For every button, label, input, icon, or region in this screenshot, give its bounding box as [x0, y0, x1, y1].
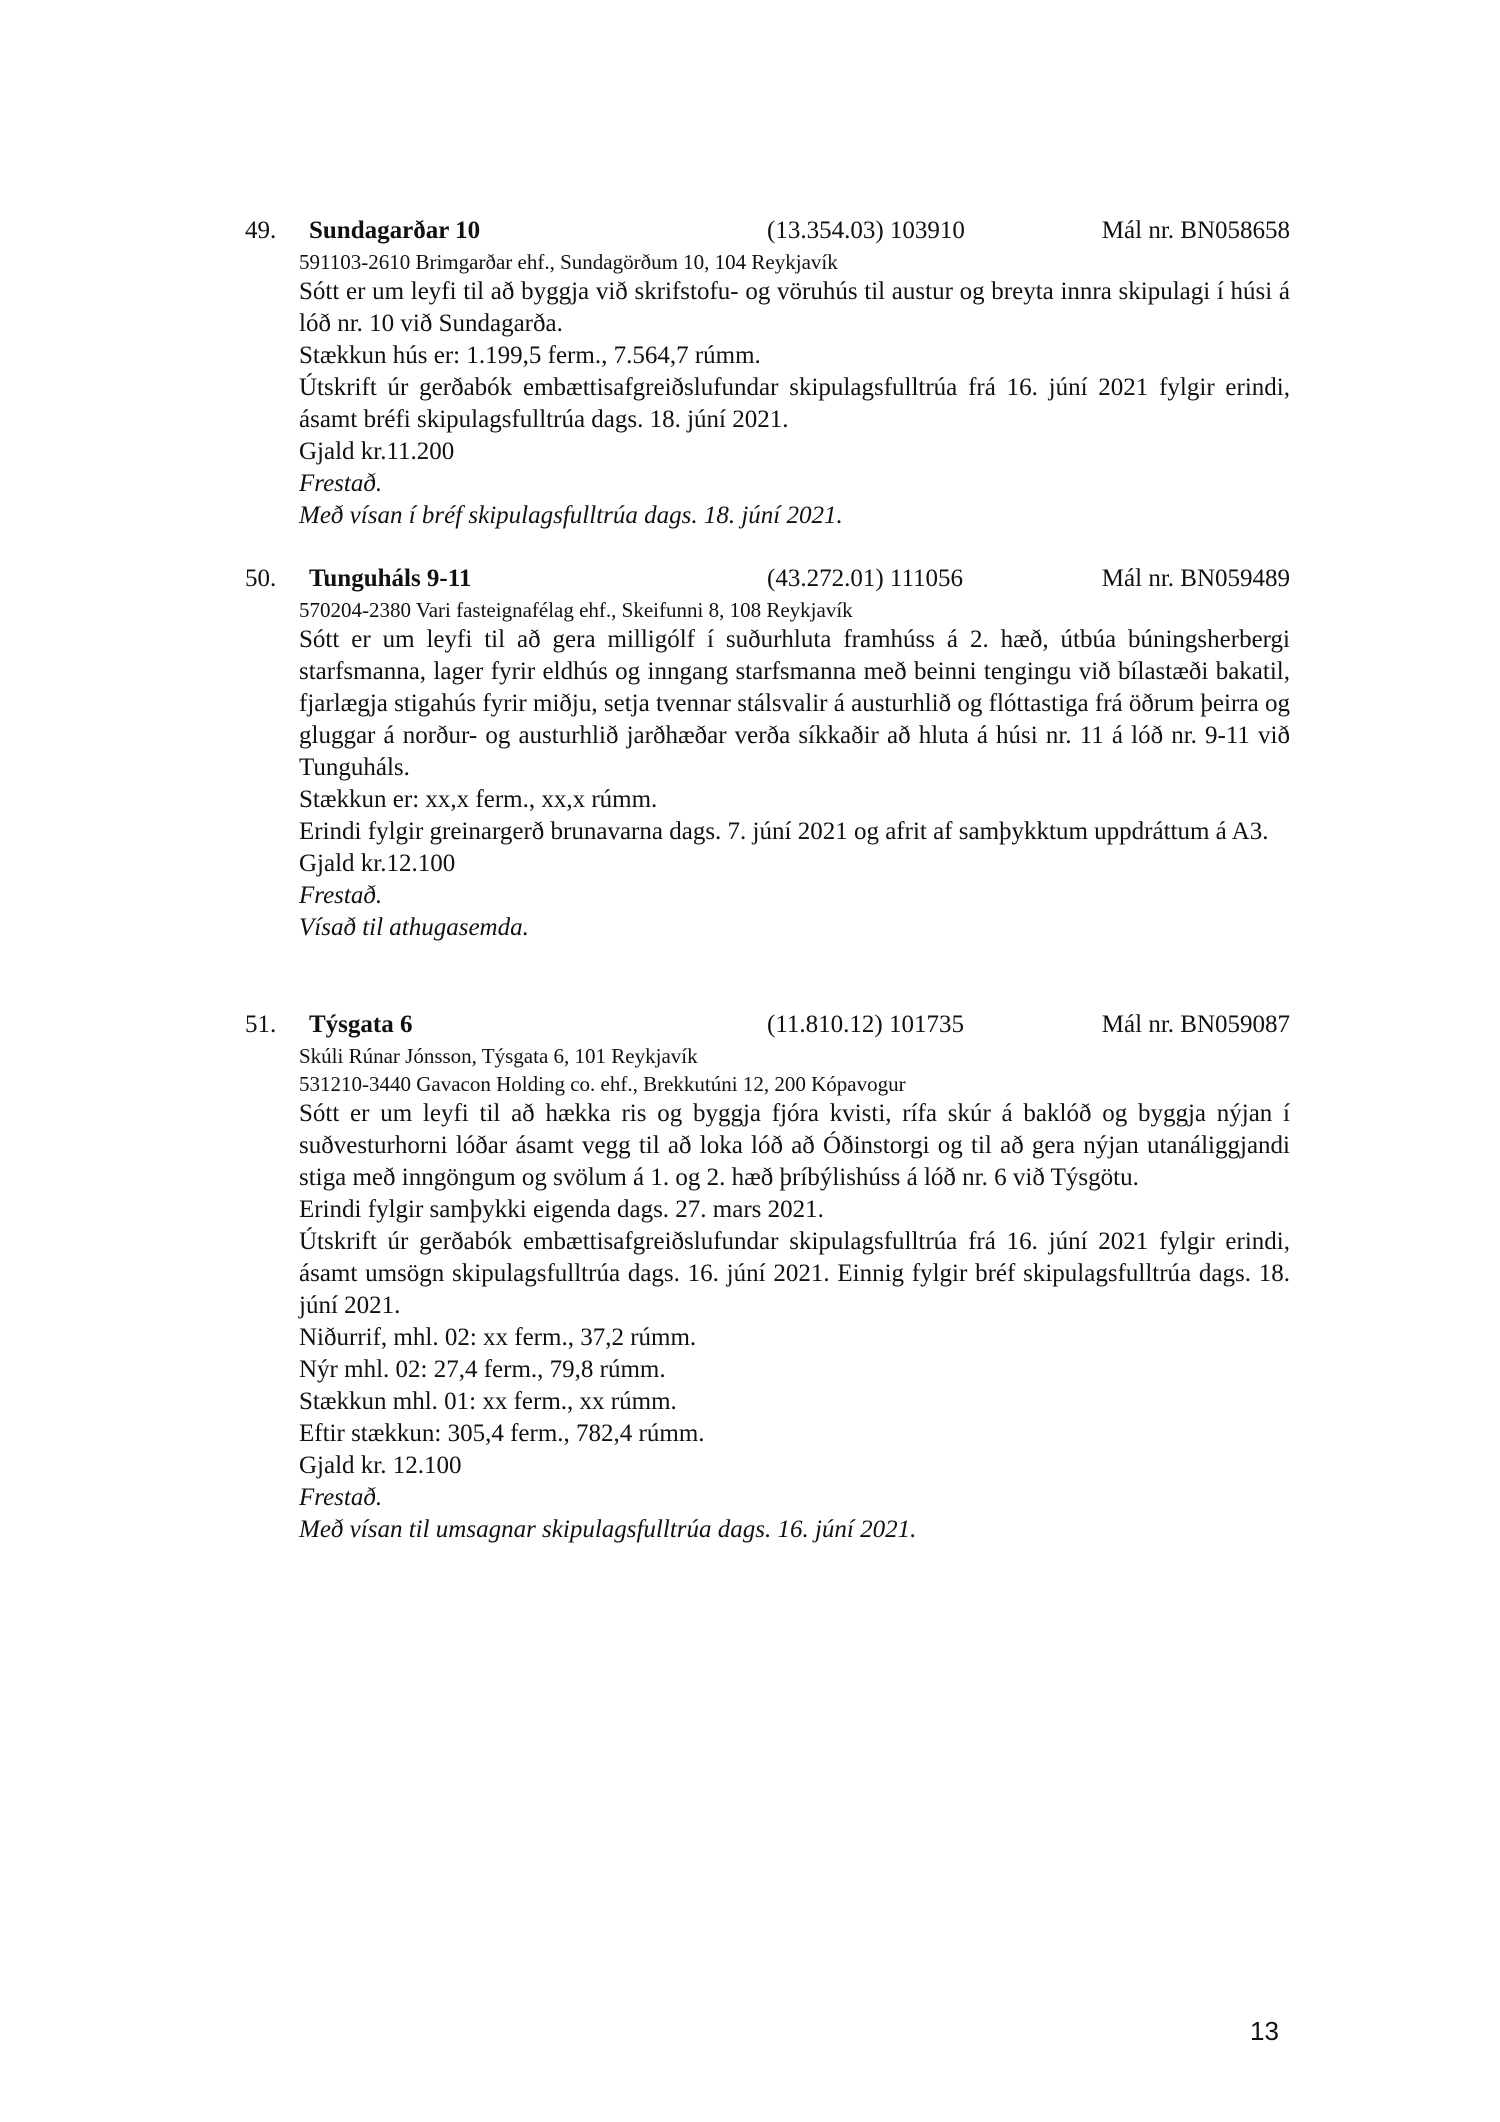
case-number: Mál nr. BN059087 — [1101, 1011, 1290, 1038]
property-reference: (11.810.12) 101735 — [767, 1011, 964, 1038]
item-number: 50. — [245, 565, 277, 592]
item-enlargement: Stækkun er: xx,x ferm., xx,x rúmm. — [299, 786, 658, 813]
item-new-building: Nýr mhl. 02: 27,4 ferm., 79,8 rúmm. — [299, 1356, 666, 1383]
item-enlargement: Stækkun hús er: 1.199,5 ferm., 7.564,7 rúmm. — [299, 342, 761, 369]
item-description: Sótt er um leyfi til að hækka ris og byggja fjóra kvisti, rífa skúr á baklóð og byggja nýjan í suðvesturhorni lóðar ásamt vegg til að loka lóð að Óðinstorgi og til að gera nýjan utanáliggjandi stiga með inngöngum og svölum á 1. og 2. hæð þríbýlishúss á lóð nr. 6 við Týsgötu. — [299, 1100, 1290, 1191]
item-decision: Frestað. — [299, 1484, 383, 1511]
item-number: 51. — [245, 1011, 277, 1038]
applicant: 591103-2610 Brimgarðar ehf., Sundagörðum 10, 104 Reykjavík — [299, 250, 838, 274]
item-fee: Gjald kr.11.200 — [299, 438, 455, 465]
item-attachment: Erindi fylgir greinargerð brunavarna dags. 7. júní 2021 og afrit af samþykktum uppdráttum á A3. — [299, 818, 1269, 845]
item-body — [299, 596, 1290, 944]
page-number: 13 — [1250, 2016, 1279, 2046]
applicant: 570204-2380 Vari fasteignafélag ehf., Skeifunni 8, 108 Reykjavík — [299, 598, 853, 622]
item-fee: Gjald kr. 12.100 — [299, 1452, 462, 1479]
item-title: Sundagarðar 10 — [309, 217, 481, 244]
item-number: 49. — [245, 217, 277, 244]
item-decision: Frestað. — [299, 882, 383, 909]
item-header — [245, 1008, 1290, 1042]
item-demolition: Niðurrif, mhl. 02: xx ferm., 37,2 rúmm. — [299, 1324, 697, 1351]
item-description: Sótt er um leyfi til að byggja við skrifstofu- og vöruhús til austur og breyta innra skipulagi í húsi á lóð nr. 10 við Sundagarða. — [299, 278, 1290, 337]
case-number: Mál nr. BN058658 — [1101, 217, 1290, 244]
item-attachment: Útskrift úr gerðabók embættisafgreiðslufundar skipulagsfulltrúa frá 16. júní 2021 fylgir erindi, ásamt umsögn skipulagsfulltrúa dags. 16. júní 2021. Einnig fylgir bréf skipulagsfulltrúa dags. 18. júní 2021. — [299, 1228, 1290, 1319]
item-attachment: Útskrift úr gerðabók embættisafgreiðslufundar skipulagsfulltrúa frá 16. júní 2021 fylgir erindi, ásamt bréfi skipulagsfulltrúa dags. 18. júní 2021. — [299, 374, 1290, 433]
item-header — [245, 214, 1290, 248]
item-note: Með vísan til umsagnar skipulagsfulltrúa dags. 16. júní 2021. — [299, 1516, 917, 1543]
item-description: Sótt er um leyfi til að gera milligólf í suðurhluta framhúss á 2. hæð, útbúa búningsherbergi starfsmanna, lager fyrir eldhús og inngang starfsmanna með beinni tengingu við bílastæði bakatil, fjarlægja stigahús fyrir miðju, setja tvennar stálsvalir á austurhlið og flóttastiga frá öðrum þeirra og gluggar á norður- og austurhlið jarðhæðar verða síkkaðir að hluta á húsi nr. 11 á lóð nr. 9-11 við Tunguháls. — [299, 626, 1290, 781]
agenda-item-50 — [245, 562, 1290, 944]
item-enlargement: Stækkun mhl. 01: xx ferm., xx rúmm. — [299, 1388, 677, 1415]
item-title: Týsgata 6 — [309, 1011, 413, 1038]
property-reference: (13.354.03) 103910 — [767, 217, 965, 244]
agenda-item-51 — [245, 1008, 1290, 1546]
item-owner-consent: Erindi fylgir samþykki eigenda dags. 27. mars 2021. — [299, 1196, 824, 1223]
case-number: Mál nr. BN059489 — [1101, 565, 1290, 592]
applicant: 531210-3440 Gavacon Holding co. ehf., Brekkutúni 12, 200 Kópavogur — [299, 1072, 906, 1096]
item-note: Vísað til athugasemda. — [299, 914, 529, 941]
item-body — [299, 1042, 1290, 1546]
item-fee: Gjald kr.12.100 — [299, 850, 456, 877]
item-title: Tunguháls 9-11 — [309, 565, 472, 592]
agenda-item-49 — [245, 214, 1290, 532]
property-reference: (43.272.01) 111056 — [767, 565, 964, 592]
applicant: Skúli Rúnar Jónsson, Týsgata 6, 101 Reykjavík — [299, 1044, 698, 1068]
item-decision: Frestað. — [299, 470, 383, 497]
item-after-enlargement: Eftir stækkun: 305,4 ferm., 782,4 rúmm. — [299, 1420, 705, 1447]
item-note: Með vísan í bréf skipulagsfulltrúa dags. 18. júní 2021. — [299, 502, 843, 529]
item-body — [299, 248, 1290, 532]
item-header — [245, 562, 1290, 596]
